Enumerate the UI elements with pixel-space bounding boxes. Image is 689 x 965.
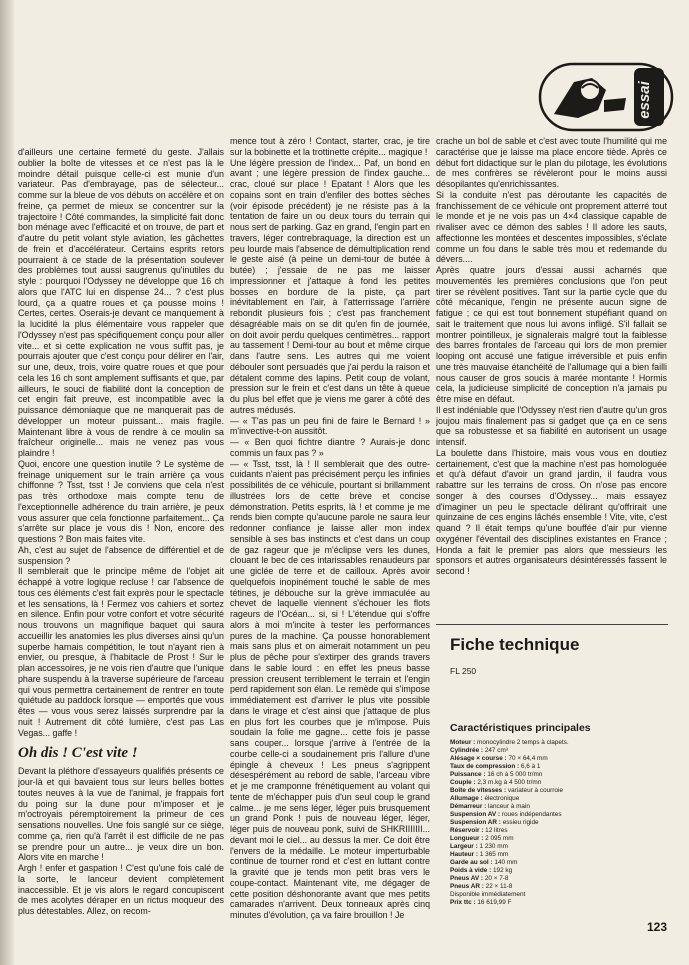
paragraph: crache un bol de sable et c'est avec toute l'humilité qui me caractérise que je laisse ma place encore tiède. Après ce début fort didactique sur le plan du pilotage, les évolutions de mes confrères se révèleront pour le moins aussi désopilantes qu'enrichissantes. (436, 136, 667, 189)
fiche-technique-box (436, 624, 668, 947)
page-binding-shadow (0, 0, 14, 965)
column-1 (18, 147, 224, 955)
spec-row: Moteur : monocylindre 2 temps à clapets. (450, 739, 569, 746)
paragraph: Devant la pléthore d'essayeurs qualifiés présents ce jour-là et qui bavaient tous sur leurs belles bottes toutes neuves à la vue de l'animal, je frappais fort du poing sur la dune pour m'imposer et je m'octroyais péremptoirement la primeur de ces sensations nouvelles. Une fois sanglé sur ce siège, comme ça, rien qu'à l'arrêt il est difficile de ne pas se prendre pour un autre... je veux dire un bon. Alors vite en marche ! (18, 766, 224, 863)
paragraph: Après quatre jours d'essai aussi acharnés que mouvementés les premières conclusions que l'on peut tirer se révèlent positives. Tant sur la partie cycle que du côté mécanique, l'engin ne présente aucun signe de fatigue ; ce qui est tout bonnement stupéfiant quand on sait le traitement que nous lui avons infligé. S'il fallait se montrer pointilleux, je signalerais malgré tout la faiblesse des barres frontales de l'arceau qui lors de mon premier looping ont accusé une fatigue irréversible et puis enfin une très mauvaise étanchéité de l'allumage qui a bien failli nous causer de gros soucis à marée montante ! Hormis cela, la judicieuse simplicité de conception n'a jamais pu être mise en défaut. (436, 265, 667, 404)
spec-row: Boîte de vitesses : variateur à courroie (450, 787, 563, 794)
fiche-model: FL 250 (450, 666, 477, 676)
column-3 (436, 136, 667, 616)
paragraph: Il semblerait que le principe même de l'objet ait échappé à votre logique recluse ! car l'absence de tous ces éléments c'est fait exprès pour le spectacle et les sensations, là ! Fermez vos cahiers et sortez en silence. Enfin pour votre confort et votre sécurité nous trouvons un magnifique baquet qui saura accueillir les anatomies les plus diverses ainsi qu'un superbe harnais compétition, le tout n'ayant rien à envier, ou presque, à l'habitacle de Prost ! Sur le plan accessoires, je ne vois rien d'autre que l'unique phare suspendu à la traverse supérieure de l'arceau qui vous permettra certainement de rentrer en toute quiétude au paddock lorsque — emportés que vous êtes — vous vous serez laissés surprendre par la nuit ! Autrement dit côté lumière, c'est pas Las Vegas... gaffe ! (18, 566, 224, 738)
spec-row: Allumage : électronique (450, 795, 520, 802)
paragraph: Si la conduite n'est pas déroutante les capacités de franchissement de ce véhicule ont proprement atterré tout le monde et je ne vois pas un 4×4 classique capable de rivaliser avec ce démon des sables ! Il adore les sauts, affectionne les montées et descentes impossibles, s'éclate comme un fou dans le sable très mou et redemande du dévers.... (436, 189, 667, 265)
spec-row: Disponible immédiatement (450, 891, 526, 898)
paragraph: Une légère pression de l'index... Paf, un bond en avant ; une légère pression de l'index gauche... crac, cloué sur place ! Epatant ! Alors que les copains sont en train d'enfiler des bottes sèches (voir épisode précédent) je ne résiste pas à la tentation de faire un ou deux tours du terrain qui nous sert de parking. Gaz en grand, l'engin part en travers, léger contrebraquage, la direction est un peu lourde mais l'absence de démultiplication rend le geste aisé (à peine un demi-tour de butée à butée) ; j'essaie de ne pas me laisser impressionner et j'attaque à fond les petites bosses en bordure de la piste, ça part inévitablement en l'air, à l'atterrissage l'arrière rebondit plusieurs fois ; c'est pas franchement désagréable mais on se dit qu'en fin de journée, on doit avoir perdu quelques centimètres... rapport au tassement ! Demi-tour au bout et même cirque dans l'autre sens. Les autres qui me voient débouler sont persuadés que j'ai perdu la raison et détalent comme des lapins. Petit coup de volant, pression sur le frein et c'est dans un tête à queue du plus bel effet que je viens me garer à côté des autres médusés. (230, 157, 430, 415)
spec-row: Réservoir : 12 litres (450, 827, 508, 834)
spec-row: Suspension AV : roues indépendantes (450, 811, 562, 818)
paragraph: — « Tsst, tsst, là ! Il semblerait que des outre-cuidants n'aient pas précisément perçu les infinies possibilités de ce véhicule, pourtant si brillamment illustrées lors de cette brève et concise démonstration. Petits esprits, là ! et comme je me rends bien compte qu'aucune parole ne saura leur redonner confiance je laisse aller mon index sensible à ses bas instincts et c'est dans un coup de gaz rageur que je m'éclipse vers les dunes, clouant le bec de ces intarissables renaudeurs par une giclée de terre et de cailloux. Après avoir quelquefois inopinément touché le sable de mes tétines, je débouche sur la grève immaculée au chevet de laquelle viennent s'échouer les flots rageurs de l'Océan... si, si ! L'étendue qui s'offre alors à moi m'incite à tester les performances pures de la machine. Ça pousse honorablement mais sans plus et on aimerait notamment un peu plus de pêche pour s'extirper des grands travers dans le sable lourd : en effet les pneus basse pression creusent terriblement le terrain et l'engin perd rapidement son élan. Le remède qui s'impose immédiatement est d'arriver le plus vite possible dans le virage et c'est ainsi que j'attaque de plus en plus fort les courbes que je m'impose. Puis soudain la folie me gagne... cette fois je passe sans couper... lorsque j'arrive à l'entrée de la courbe celle-ci a soudainement pris l'allure d'une épingle à cheveux ! Les pneus s'agrippent désespérément au rebord de sable, l'arceau vibre et je me cramponne frénétiquement au volant qui tente de m'échapper puis d'un seul coup le grand calme... je me sens léger, léger puis brusquement un grand Ponk ! puis de nouveau léger, léger, léger puis de nouveau ponk, suivi de SHKRIIIIIII... devant moi le ciel... au dessus la mer. Ce doit être l'envers de la médaille. Le moteur imperturbable continue de tourner rond et c'est en luttant contre la gravité que je tends mon petit bras vers le coupe-contact. Maintenant vite, me dégager de cette position déshonorante avant que mes petits camarades n'arrivent. Deux tonneaux après cinq minutes d'évolution, ça va faire brouillon ! Je (230, 458, 430, 920)
spec-row: Suspension AR : essieu rigide (450, 819, 539, 826)
paragraph: d'ailleurs une certaine fermeté du geste. J'allais oublier la boîte de vitesses et ce n'est pas là le moindre détail puisque celle-ci est munie d'un variateur. Pas d'embrayage, pas de sélecteur... comme sur la bleue de vos débuts on accélère et on freine, ça permet de mieux se concentrer sur la trajectoire ! Côté commandes, la simplicité fait donc bon ménage avec l'efficacité et on trouve, de part et d'autre du petit volant style aviation, les gâchettes de frein et d'accélérateur. Certains esprits retors pourraient à ce stade de la présentation soulever des problèmes tout aussi saugrenus qu'inutiles du style : pourquoi l'Odyssey ne développe que 16 ch alors que l'ATC lui en dispense 24... ? c'est plus lourd, ça a quatre roues et ça pousse moins ! Certes, certes. Oserais-je devant ce manquement à la lucidité la plus élémentaire vous rappeler que l'Odyssey n'est pas spécifiquement conçu pour aller vite... et si cette explication ne vous suffit pas, je pourrais ajouter que c'est conçu pour délirer en l'air, sur une, deux, trois, voire quatre roues et que pour cela les 16 ch sont amplement suffisants et que, par ailleurs, le souci de fiabilité dont la conception de cet engin fait preuve, est incompatible avec la puissance démoniaque que ne manquerait pas de développer un moteur puissant... mais fragile. Maintenant libre à vous de rendre à ce moulin sa fraîcheur originelle... mais ne venez pas vous plaindre ! (18, 147, 224, 458)
spec-row: Poids à vide : 192 kg (450, 867, 513, 874)
column-2 (230, 136, 430, 956)
paragraph: La boulette dans l'histoire, mais vous vous en doutiez certainement, c'est que la machine n'est pas homologuée et qu'à défaut d'avoir un grand jardin, il faudra vous rabattre sur les terrains de cross. On n'ose pas encore songer à des courses d'Odyssey... mais essayez d'imaginer un peu le spectacle délirant qu'offrirait une quinzaine de ces engins lâchés ensemble ! Vite, vite, c'est quand ? Il était temps qu'une bouffée d'air pur vienne oxygéner l'éventail des disciplines existantes en France ; Honda a fait le premier pas alors que messieurs les sponsors et autres organisateurs désintéressés fassent le second ! (436, 447, 667, 576)
paragraph: Quoi, encore une question inutile ? Le système de freinage uniquement sur le train arrière ça vous chiffonne ? Tsst, tsst ! Je conviens que cela n'est pas très orthodoxe mais compte tenu de l'exceptionnelle adhérence du train arrière, je peux vous assurer que cela fonctionne parfaitement... Ça s'arrête sur place je vous dis ! Non, encore des questions ? Bon mais faites vite. (18, 458, 224, 544)
spec-row: Garde au sol : 140 mm (450, 859, 518, 866)
paragraph: Ah, c'est au sujet de l'absence de différentiel et de suspension ? (18, 544, 224, 566)
paragraph: mence tout à zéro ! Contact, starter, crac, je tire sur la bobinette et la trottinette crépite... magique ! (230, 136, 430, 157)
paragraph: Argh ! enfer et gaspation ! C'est qu'une fois calé de la sorte, le lanceur devient complètement inaccessible. Et je vis alors le regard concupiscent de mes acolytes déraper en un rictus moqueur des plus détestables. Allez, on recom- (18, 863, 224, 916)
spec-row: Pneus AV : 20 × 7-8 (450, 875, 509, 882)
essai-logo-text: essai (636, 81, 653, 119)
spec-row: Hauteur : 1 365 mm (450, 851, 509, 858)
page-number: 123 (647, 920, 668, 934)
spec-row: Taux de compression : 6,6 à 1 (450, 763, 541, 770)
subheading: Oh dis ! C'est vite ! (18, 745, 138, 762)
fiche-heading: Caractéristiques principales (450, 722, 591, 734)
paragraph: — « Ben quoi fichtre diantre ? Aurais-je donc commis un faux pas ? » (230, 437, 430, 458)
spec-row: Longueur : 2 095 mm (450, 835, 514, 842)
spec-list (450, 739, 665, 907)
fiche-title: Fiche technique (450, 635, 580, 654)
spec-row: Prix ttc : 16 619,99 F (450, 899, 512, 906)
spec-row: Alésage × course : 70 × 64,4 mm (450, 755, 548, 762)
spec-row: Cylindrée : 247 cm³ (450, 747, 508, 754)
paragraph: Il est indéniable que l'Odyssey n'est rien d'autre qu'un gros joujou mais finalement pas si gadget que ça en ce sens que sa robustesse et sa fiabilité en autorisent un usage intensif. (436, 404, 667, 447)
spec-row: Largeur : 1 230 mm (450, 843, 508, 850)
spec-row: Couple : 2,3 m.kg à 4 500 tr/mn (450, 779, 542, 786)
spec-row: Pneus AR : 22 × 11-8 (450, 883, 513, 890)
paragraph: — « T'as pas un peu fini de faire le Bernard ! » m'invective-t-on aussitôt. (230, 415, 430, 437)
spec-row: Démarreur : lanceur à main (450, 803, 530, 810)
essai-logo (534, 60, 674, 132)
spec-row: Puissance : 16 ch à 5 000 tr/mn (450, 771, 543, 778)
